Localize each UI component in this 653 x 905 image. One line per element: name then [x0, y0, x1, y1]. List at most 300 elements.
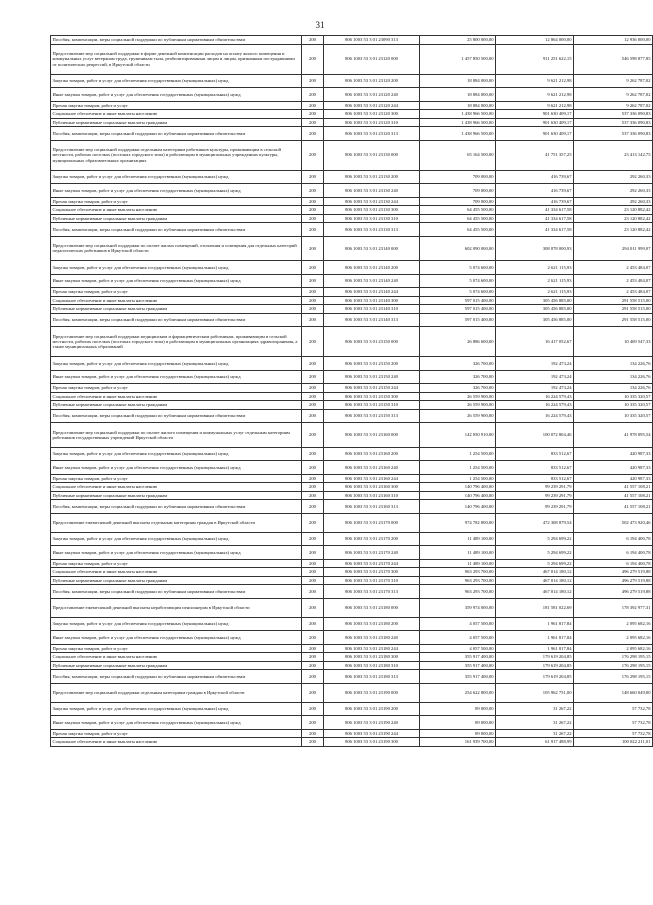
table-row	[51, 644, 653, 653]
row-executed-amount: 833 512,67	[496, 474, 574, 483]
table-row	[51, 661, 653, 670]
row-executed-amount: 100 072 804,46	[496, 423, 574, 448]
row-name: Социальное обеспечение и иные выплаты населению	[51, 296, 302, 305]
row-executed-amount: 5 294 699,22	[496, 532, 574, 546]
row-executed-amount: 833 512,67	[496, 461, 574, 475]
row-remaining-amount: 291 558 515,00	[574, 313, 653, 327]
row-classification-code: 806 1003 53 3 01 23130 000	[324, 140, 420, 170]
row-classification-code: 806 1003 53 3 01 23160 310	[324, 491, 420, 500]
row-approved-amount: 597 015 400,00	[420, 313, 496, 327]
table-row	[51, 631, 653, 645]
row-approved-amount: 11 489 100,00	[420, 546, 496, 560]
row-approved-amount: 26 559 900,00	[420, 409, 496, 423]
row-code: 200	[302, 513, 324, 532]
row-executed-amount: 2 621 115,93	[496, 288, 574, 297]
row-approved-amount: 602 090 000,00	[420, 236, 496, 261]
row-classification-code: 806 1003 53 3 01 23190 240	[324, 716, 420, 730]
row-remaining-amount: 420 987,33	[574, 447, 653, 461]
row-name: Предоставление мер социальной поддержки по оплате жилых помещений, отопления и освещения для отдельных категорий педагогических работников в Иркутской области	[51, 236, 302, 261]
row-classification-code: 806 1003 53 3 01 23170 244	[324, 559, 420, 568]
row-executed-amount: 1 961 817,84	[496, 644, 574, 653]
row-remaining-amount: 10 335 320,57	[574, 409, 653, 423]
row-approved-amount: 64 455 500,00	[420, 223, 496, 237]
row-classification-code: 806 1003 53 3 01 23130 313	[324, 223, 420, 237]
row-executed-amount: 416 739,67	[496, 184, 574, 198]
row-executed-amount: 192 473,24	[496, 370, 574, 384]
row-approved-amount: 26 559 900,00	[420, 392, 496, 401]
row-code: 200	[302, 288, 324, 297]
row-classification-code: 806 1003 53 3 01 23180 200	[324, 617, 420, 631]
row-executed-amount: 99 239 291,79	[496, 491, 574, 500]
row-classification-code: 806 1003 53 3 01 23120 000	[324, 44, 420, 74]
row-remaining-amount: 41 978 095,54	[574, 423, 653, 448]
row-name: Закупка товаров, работ и услуг для обеспечения государственных (муниципальных) нужд	[51, 357, 302, 371]
row-executed-amount: 105 962 751,00	[496, 683, 574, 702]
row-approved-amount: 709 000,00	[420, 197, 496, 206]
row-executed-amount: 192 473,24	[496, 357, 574, 371]
row-remaining-amount: 2 095 682,16	[574, 617, 653, 631]
row-classification-code: 806 1003 53 3 01 23180 313	[324, 670, 420, 684]
row-code: 200	[302, 401, 324, 410]
table-row	[51, 370, 653, 384]
row-approved-amount: 1 254 500,00	[420, 447, 496, 461]
row-classification-code: 806 1003 53 3 01 23180 300	[324, 653, 420, 662]
row-name: Социальное обеспечение и иные выплаты населению	[51, 568, 302, 577]
row-classification-code: 806 1003 53 3 01 23180 000	[324, 598, 420, 617]
row-name: Предоставление ежемесячной денежной выплаты отдельным категориям граждан в Иркутской области	[51, 513, 302, 532]
table-row	[51, 197, 653, 206]
row-code: 200	[302, 44, 324, 74]
row-code: 200	[302, 483, 324, 492]
row-remaining-amount: 176 298 195,15	[574, 670, 653, 684]
row-code: 200	[302, 370, 324, 384]
row-name: Иные закупки товаров, работ и услуг для обеспечения государственных (муниципальных) нужд	[51, 370, 302, 384]
row-executed-amount: 41 751 357,25	[496, 140, 574, 170]
row-approved-amount: 18 884 000,00	[420, 101, 496, 110]
row-name: Закупка товаров, работ и услуг для обеспечения государственных (муниципальных) нужд	[51, 617, 302, 631]
row-executed-amount: 16 224 579,43	[496, 401, 574, 410]
row-name: Иные закупки товаров, работ и услуг для обеспечения государственных (муниципальных) нужд	[51, 88, 302, 102]
row-executed-amount: 308 078 000,93	[496, 236, 574, 261]
row-remaining-amount: 134 226,76	[574, 370, 653, 384]
table-row	[51, 296, 653, 305]
row-code: 200	[302, 384, 324, 393]
row-code: 200	[302, 274, 324, 288]
row-remaining-amount: 6 194 400,78	[574, 559, 653, 568]
row-classification-code: 806 1003 53 3 01 23160 240	[324, 461, 420, 475]
row-approved-amount: 140 796 400,00	[420, 491, 496, 500]
table-row	[51, 500, 653, 514]
row-executed-amount: 2 621 115,93	[496, 274, 574, 288]
table-row	[51, 214, 653, 223]
row-remaining-amount: 2 453 484,07	[574, 261, 653, 275]
row-classification-code: 806 1003 53 3 01 23090 313	[324, 36, 420, 45]
row-classification-code: 806 1003 53 3 01 23130 300	[324, 206, 420, 215]
row-executed-amount: 41 334 617,58	[496, 214, 574, 223]
row-remaining-amount: 12 936 000,00	[574, 36, 653, 45]
row-code: 200	[302, 296, 324, 305]
row-remaining-amount: 420 987,33	[574, 474, 653, 483]
row-name: Пособия, компенсации, меры социальной поддержки по публичным нормативным обязательствам	[51, 127, 302, 141]
row-approved-amount: 26 559 900,00	[420, 401, 496, 410]
row-code: 200	[302, 447, 324, 461]
row-approved-amount: 355 917 400,00	[420, 670, 496, 684]
row-classification-code: 806 1003 53 3 01 23190 244	[324, 729, 420, 738]
row-code: 200	[302, 716, 324, 730]
row-approved-amount: 89 000,00	[420, 729, 496, 738]
table-row	[51, 101, 653, 110]
row-executed-amount: 16 417 052,67	[496, 327, 574, 357]
row-executed-amount: 1 961 817,84	[496, 617, 574, 631]
row-name: Закупка товаров, работ и услуг для обеспечения государственных (муниципальных) нужд	[51, 170, 302, 184]
row-approved-amount: 4 057 500,00	[420, 631, 496, 645]
row-code: 200	[302, 118, 324, 127]
row-classification-code: 806 1003 53 3 01 23150 300	[324, 392, 420, 401]
row-approved-amount: 140 796 400,00	[420, 500, 496, 514]
row-approved-amount: 974 782 800,00	[420, 513, 496, 532]
row-classification-code: 806 1003 53 3 01 23180 244	[324, 644, 420, 653]
row-executed-amount: 1 961 817,84	[496, 631, 574, 645]
row-approved-amount: 1 254 500,00	[420, 474, 496, 483]
row-name: Иные закупки товаров, работ и услуг для обеспечения государственных (муниципальных) нужд	[51, 716, 302, 730]
row-executed-amount: 181 581 022,69	[496, 598, 574, 617]
row-classification-code: 806 1003 53 3 01 23140 200	[324, 261, 420, 275]
row-executed-amount: 41 334 617,58	[496, 223, 574, 237]
row-approved-amount: 140 796 400,00	[420, 483, 496, 492]
row-name: Социальное обеспечение и иные выплаты населению	[51, 653, 302, 662]
row-remaining-amount: 291 558 515,00	[574, 296, 653, 305]
row-executed-amount: 5 294 699,22	[496, 559, 574, 568]
row-remaining-amount: 41 557 108,21	[574, 483, 653, 492]
row-classification-code: 806 1003 53 3 01 23130 240	[324, 184, 420, 198]
row-classification-code: 806 1003 53 3 01 23170 300	[324, 568, 420, 577]
row-name: Прочая закупка товаров, работ и услуг	[51, 559, 302, 568]
row-classification-code: 806 1003 53 3 01 23150 200	[324, 357, 420, 371]
row-remaining-amount: 148 660 049,00	[574, 683, 653, 702]
table-row	[51, 738, 653, 747]
row-code: 200	[302, 101, 324, 110]
row-name: Предоставление мер социальной поддержки медицинским и фармацевтическим работникам, проживающим в сельской местности, рабочих поселках (поселках городского типа) и работающим в муниципальных организациях здравоохранения, а также муниципальных образований	[51, 327, 302, 357]
row-code: 200	[302, 88, 324, 102]
row-remaining-amount: 57 732,78	[574, 729, 653, 738]
row-classification-code: 806 1003 53 3 01 23150 000	[324, 327, 420, 357]
row-classification-code: 806 1003 53 3 01 23140 000	[324, 236, 420, 261]
row-remaining-amount: 292 260,33	[574, 197, 653, 206]
row-code: 200	[302, 661, 324, 670]
table-row	[51, 409, 653, 423]
row-name: Предоставление мер социальной поддержки по оплате жилого помещения и коммунальных услуг отдельным категориям работников государственных учреждений Иркутской области	[51, 423, 302, 448]
row-code: 200	[302, 491, 324, 500]
row-classification-code: 806 1003 53 3 01 23150 310	[324, 401, 420, 410]
row-approved-amount: 11 489 100,00	[420, 532, 496, 546]
table-row	[51, 305, 653, 314]
row-approved-amount: 963 293 700,00	[420, 576, 496, 585]
row-remaining-amount: 502 473 920,46	[574, 513, 653, 532]
row-name: Предоставление мер социальной поддержки в форме денежной компенсации расходов на оплату жилого помещения и коммунальных услуг ветеранам труда, труженикам тыла, реабилитированным лицам и лицам, признанным пострадавшими от политических репрессий, в Иркутской области	[51, 44, 302, 74]
row-classification-code: 806 1003 53 3 01 23160 200	[324, 447, 420, 461]
table-row	[51, 118, 653, 127]
row-classification-code: 806 1003 53 3 01 23150 240	[324, 370, 420, 384]
row-remaining-amount: 23 120 882,42	[574, 223, 653, 237]
row-name: Социальное обеспечение и иные выплаты населению	[51, 483, 302, 492]
table-row	[51, 36, 653, 45]
table-row	[51, 223, 653, 237]
row-name: Пособия, компенсации, меры социальной поддержки по публичным нормативным обязательствам	[51, 585, 302, 599]
row-classification-code: 806 1003 53 3 01 23120 310	[324, 118, 420, 127]
row-code: 200	[302, 423, 324, 448]
row-code: 200	[302, 617, 324, 631]
table-row	[51, 274, 653, 288]
row-classification-code: 806 1003 53 3 01 23120 300	[324, 110, 420, 119]
row-code: 200	[302, 670, 324, 684]
row-executed-amount: 99 239 291,79	[496, 483, 574, 492]
table-body	[51, 36, 653, 747]
row-approved-amount: 359 974 000,00	[420, 598, 496, 617]
row-code: 200	[302, 357, 324, 371]
row-approved-amount: 1 254 500,00	[420, 461, 496, 475]
row-approved-amount: 89 000,00	[420, 702, 496, 716]
row-name: Закупка товаров, работ и услуг для обеспечения государственных (муниципальных) нужд	[51, 702, 302, 716]
row-code: 200	[302, 313, 324, 327]
row-executed-amount: 192 473,24	[496, 384, 574, 393]
row-remaining-amount: 6 194 400,78	[574, 546, 653, 560]
row-code: 200	[302, 110, 324, 119]
row-remaining-amount: 6 194 400,78	[574, 532, 653, 546]
row-code: 200	[302, 598, 324, 617]
row-approved-amount: 64 455 500,00	[420, 206, 496, 215]
row-name: Публичные нормативные социальные выплаты гражданам	[51, 305, 302, 314]
row-name: Социальное обеспечение и иные выплаты населению	[51, 392, 302, 401]
row-executed-amount: 31 267,22	[496, 702, 574, 716]
row-executed-amount: 99 239 291,79	[496, 500, 574, 514]
table-row	[51, 559, 653, 568]
row-name: Социальное обеспечение и иные выплаты населению	[51, 206, 302, 215]
row-code: 200	[302, 559, 324, 568]
row-executed-amount: 179 619 204,85	[496, 670, 574, 684]
row-name: Публичные нормативные социальные выплаты гражданам	[51, 214, 302, 223]
row-approved-amount: 254 622 800,00	[420, 683, 496, 702]
row-approved-amount: 709 000,00	[420, 170, 496, 184]
row-code: 200	[302, 474, 324, 483]
row-name: Закупка товаров, работ и услуг для обеспечения государственных (муниципальных) нужд	[51, 261, 302, 275]
row-code: 200	[302, 702, 324, 716]
table-row	[51, 447, 653, 461]
table-row	[51, 585, 653, 599]
table-row	[51, 483, 653, 492]
row-name: Пособия, компенсации, меры социальной поддержки по публичным нормативным обязательствам	[51, 36, 302, 45]
row-approved-amount: 26 886 600,00	[420, 327, 496, 357]
row-name: Прочая закупка товаров, работ и услуг	[51, 197, 302, 206]
row-approved-amount: 355 917 400,00	[420, 653, 496, 662]
table-row	[51, 357, 653, 371]
row-executed-amount: 9 621 212,98	[496, 88, 574, 102]
table-row	[51, 513, 653, 532]
row-approved-amount: 1 438 966 500,00	[420, 118, 496, 127]
page-number: 31	[315, 20, 325, 30]
row-executed-amount: 305 456 885,00	[496, 296, 574, 305]
row-classification-code: 806 1003 53 3 01 23130 200	[324, 170, 420, 184]
table-row	[51, 670, 653, 684]
row-approved-amount: 4 057 500,00	[420, 617, 496, 631]
row-name: Иные закупки товаров, работ и услуг для обеспечения государственных (муниципальных) нужд	[51, 461, 302, 475]
table-row	[51, 88, 653, 102]
row-classification-code: 806 1003 53 3 01 23160 300	[324, 483, 420, 492]
table-row	[51, 568, 653, 577]
row-classification-code: 806 1003 53 3 01 23130 310	[324, 214, 420, 223]
row-remaining-amount: 496 279 519,88	[574, 568, 653, 577]
table-row	[51, 474, 653, 483]
row-approved-amount: 1 457 850 500,00	[420, 44, 496, 74]
row-name: Прочая закупка товаров, работ и услуг	[51, 384, 302, 393]
row-classification-code: 806 1003 53 3 01 23160 244	[324, 474, 420, 483]
row-remaining-amount: 2 095 682,16	[574, 644, 653, 653]
table-row	[51, 261, 653, 275]
row-approved-amount: 709 000,00	[420, 184, 496, 198]
row-name: Пособия, компенсации, меры социальной поддержки по публичным нормативным обязательствам	[51, 313, 302, 327]
row-classification-code: 806 1003 53 3 01 23160 313	[324, 500, 420, 514]
row-executed-amount: 833 512,67	[496, 447, 574, 461]
table-row	[51, 236, 653, 261]
row-remaining-amount: 41 557 108,21	[574, 500, 653, 514]
row-name: Публичные нормативные социальные выплаты гражданам	[51, 401, 302, 410]
row-remaining-amount: 294 011 999,07	[574, 236, 653, 261]
row-remaining-amount: 537 336 090,83	[574, 110, 653, 119]
row-approved-amount: 5 074 600,00	[420, 274, 496, 288]
row-classification-code: 806 1003 53 3 01 23150 313	[324, 409, 420, 423]
row-executed-amount: 5 294 699,22	[496, 546, 574, 560]
row-executed-amount: 2 621 115,93	[496, 261, 574, 275]
row-approved-amount: 89 000,00	[420, 716, 496, 730]
row-remaining-amount: 496 279 519,88	[574, 585, 653, 599]
row-code: 200	[302, 127, 324, 141]
row-classification-code: 806 1003 53 3 01 23190 000	[324, 683, 420, 702]
row-classification-code: 806 1003 53 3 01 23170 200	[324, 532, 420, 546]
row-remaining-amount: 176 298 195,15	[574, 661, 653, 670]
row-code: 200	[302, 409, 324, 423]
row-executed-amount: 467 014 180,12	[496, 576, 574, 585]
row-code: 200	[302, 392, 324, 401]
row-classification-code: 806 1003 53 3 01 23120 200	[324, 74, 420, 88]
table-row	[51, 653, 653, 662]
row-classification-code: 806 1003 53 3 01 23120 240	[324, 88, 420, 102]
row-name: Предоставление мер социальной поддержки отдельным категориям работников культуры, проживающим в сельской местности, рабочих поселках (поселках городского типа) и работающим в муниципальных учреждениях культуры, муниципальных образовательных организациях	[51, 140, 302, 170]
row-name: Публичные нормативные социальные выплаты гражданам	[51, 661, 302, 670]
row-executed-amount: 12 864 000,00	[496, 36, 574, 45]
row-remaining-amount: 57 732,78	[574, 702, 653, 716]
table-row	[51, 702, 653, 716]
row-code: 200	[302, 236, 324, 261]
row-name: Прочая закупка товаров, работ и услуг	[51, 644, 302, 653]
row-approved-amount: 5 074 600,00	[420, 288, 496, 297]
row-remaining-amount: 23 120 882,42	[574, 206, 653, 215]
table-row	[51, 127, 653, 141]
row-approved-amount: 597 015 400,00	[420, 296, 496, 305]
row-remaining-amount: 496 279 519,88	[574, 576, 653, 585]
row-name: Иные закупки товаров, работ и услуг для обеспечения государственных (муниципальных) нужд	[51, 274, 302, 288]
row-classification-code: 806 1003 53 3 01 23140 313	[324, 313, 420, 327]
table-row	[51, 392, 653, 401]
row-executed-amount: 179 619 204,85	[496, 661, 574, 670]
row-approved-amount: 18 884 000,00	[420, 74, 496, 88]
row-name: Публичные нормативные социальные выплаты гражданам	[51, 491, 302, 500]
row-approved-amount: 161 939 700,00	[420, 738, 496, 747]
row-remaining-amount: 23 120 882,42	[574, 214, 653, 223]
row-code: 200	[302, 305, 324, 314]
row-approved-amount: 11 489 100,00	[420, 559, 496, 568]
row-name: Пособия, компенсации, меры социальной поддержки по публичным нормативным обязательствам	[51, 670, 302, 684]
row-executed-amount: 9 621 212,98	[496, 74, 574, 88]
row-classification-code: 806 1003 53 3 01 23120 244	[324, 101, 420, 110]
table-row	[51, 683, 653, 702]
row-code: 200	[302, 653, 324, 662]
row-remaining-amount: 2 095 682,16	[574, 631, 653, 645]
table-row	[51, 576, 653, 585]
row-code: 200	[302, 738, 324, 747]
row-remaining-amount: 292 260,33	[574, 184, 653, 198]
row-approved-amount: 963 293 700,00	[420, 568, 496, 577]
row-executed-amount: 61 917 488,99	[496, 738, 574, 747]
row-name: Социальное обеспечение и иные выплаты населению	[51, 110, 302, 119]
row-code: 200	[302, 184, 324, 198]
row-name: Прочая закупка товаров, работ и услуг	[51, 101, 302, 110]
table-row	[51, 617, 653, 631]
table-row	[51, 729, 653, 738]
row-classification-code: 806 1003 53 3 01 23140 240	[324, 274, 420, 288]
row-approved-amount: 1 438 966 500,00	[420, 127, 496, 141]
row-approved-amount: 963 293 700,00	[420, 585, 496, 599]
row-name: Социальное обеспечение и иные выплаты населению	[51, 738, 302, 747]
budget-execution-table	[50, 35, 653, 747]
row-name: Прочая закупка товаров, работ и услуг	[51, 288, 302, 297]
row-code: 200	[302, 36, 324, 45]
table-row	[51, 327, 653, 357]
row-code: 200	[302, 206, 324, 215]
row-name: Предоставление ежемесячной денежной выплаты неработающим пенсионерам в Иркутской области	[51, 598, 302, 617]
row-name: Пособия, компенсации, меры социальной поддержки по публичным нормативным обязательствам	[51, 409, 302, 423]
row-remaining-amount: 41 557 108,21	[574, 491, 653, 500]
row-executed-amount: 16 224 579,43	[496, 409, 574, 423]
row-approved-amount: 1 438 966 500,00	[420, 110, 496, 119]
row-code: 200	[302, 585, 324, 599]
table-row	[51, 716, 653, 730]
table-row	[51, 384, 653, 393]
row-classification-code: 806 1003 53 3 01 23130 244	[324, 197, 420, 206]
row-classification-code: 806 1003 53 3 01 23190 300	[324, 738, 420, 747]
row-code: 200	[302, 214, 324, 223]
row-approved-amount: 65 164 500,00	[420, 140, 496, 170]
row-classification-code: 806 1003 53 3 01 23190 200	[324, 702, 420, 716]
row-remaining-amount: 57 732,78	[574, 716, 653, 730]
row-executed-amount: 901 630 409,17	[496, 118, 574, 127]
row-classification-code: 806 1003 53 3 01 23140 310	[324, 305, 420, 314]
row-code: 200	[302, 568, 324, 577]
table-row	[51, 546, 653, 560]
row-executed-amount: 467 014 180,12	[496, 568, 574, 577]
table-row	[51, 110, 653, 119]
row-name: Иные закупки товаров, работ и услуг для обеспечения государственных (муниципальных) нужд	[51, 184, 302, 198]
row-remaining-amount: 134 226,76	[574, 384, 653, 393]
row-approved-amount: 18 884 000,00	[420, 88, 496, 102]
row-remaining-amount: 23 413 142,75	[574, 140, 653, 170]
row-executed-amount: 9 621 212,98	[496, 101, 574, 110]
row-remaining-amount: 537 336 090,83	[574, 127, 653, 141]
row-code: 200	[302, 74, 324, 88]
row-name: Закупка товаров, работ и услуг для обеспечения государственных (муниципальных) нужд	[51, 447, 302, 461]
row-executed-amount: 31 267,22	[496, 729, 574, 738]
row-remaining-amount: 291 558 515,00	[574, 305, 653, 314]
row-remaining-amount: 546 598 877,85	[574, 44, 653, 74]
row-executed-amount: 901 630 409,17	[496, 110, 574, 119]
